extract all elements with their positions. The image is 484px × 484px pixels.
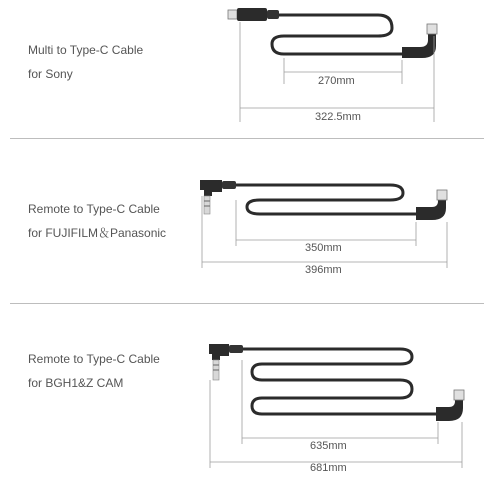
cable-2-subtitle: for FUJIFILM＆Panasonic (28, 226, 167, 240)
cable-1-subtitle: for Sony (28, 67, 73, 81)
cable-1-title: Multi to Type-C Cable (28, 43, 144, 57)
cable-3-inner-dimension: 635mm (310, 440, 347, 452)
cable-3-subtitle: for BGH1&Z CAM (28, 376, 124, 390)
cable-1-outer-dimension: 322.5mm (315, 111, 361, 123)
cable-2-outer-dimension: 396mm (305, 264, 342, 276)
cable-2-inner-dimension: 350mm (305, 242, 342, 254)
cable-3-title: Remote to Type-C Cable (28, 352, 160, 366)
cable-3-outer-dimension: 681mm (310, 462, 347, 474)
cable-1-inner-dimension: 270mm (318, 75, 355, 87)
cable-2-title: Remote to Type-C Cable (28, 202, 160, 216)
